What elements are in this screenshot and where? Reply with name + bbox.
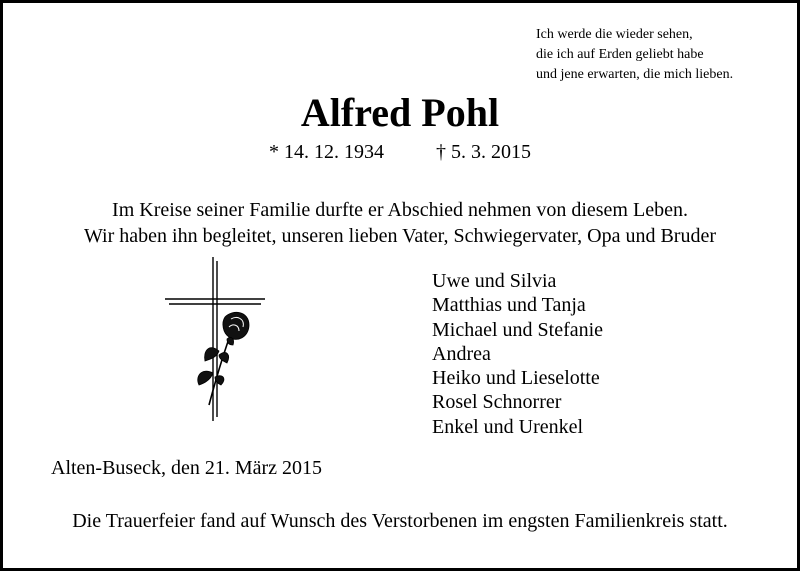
- list-item: Enkel und Urenkel: [432, 415, 584, 438]
- poem-line: und jene erwarten, die mich lieben.: [536, 67, 734, 82]
- closing-note: Die Trauerfeier fand auf Wunsch des Verstorbenen im engsten Familienkreis statt.: [72, 510, 728, 532]
- list-item: Michael und Stefanie: [432, 318, 604, 341]
- list-item: Uwe und Silvia: [432, 270, 557, 292]
- list-item: Heiko und Lieselotte: [432, 367, 600, 390]
- intro-text: [3, 197, 797, 249]
- life-dates: [3, 140, 797, 164]
- deceased-name: Alfred Pohl: [300, 90, 500, 135]
- list-item: Matthias und Tanja: [432, 294, 586, 317]
- poem-line: Ich werde die wieder sehen,: [536, 27, 693, 42]
- list-item: Rosel Schnorrer: [432, 391, 562, 414]
- intro-line: Wir haben ihn begleitet, unseren lieben Vater, Schwiegervater, Opa und Bruder: [83, 225, 716, 247]
- list-item: Andrea: [432, 342, 491, 365]
- poem-quote: [536, 25, 733, 85]
- mourners-list: [432, 269, 603, 439]
- intro-line: Im Kreise seiner Familie durfte er Abschied nehmen von diesem Leben.: [112, 199, 688, 221]
- death-date: † 5. 3. 2015: [436, 141, 531, 163]
- place-and-date: Alten-Buseck, den 21. März 2015: [51, 457, 323, 479]
- poem-line: die ich auf Erden geliebt habe: [536, 47, 704, 62]
- birth-date: * 14. 12. 1934: [269, 141, 384, 163]
- cross-with-rose-icon: [161, 255, 271, 425]
